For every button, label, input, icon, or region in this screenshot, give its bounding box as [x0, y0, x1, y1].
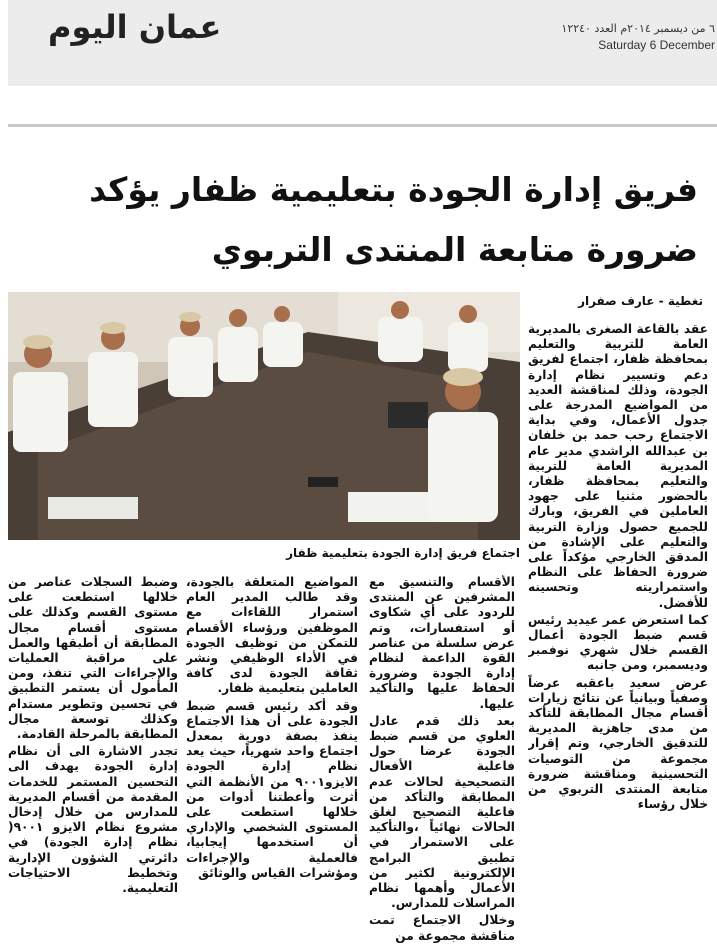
- paragraph: وخلال الاجتماع تمت مناقشة مجموعة من: [369, 913, 515, 943]
- paragraph: كما استعرض عمر عيديد رئيس قسم ضبط الجودة أعمال القسم خلال شهري نوفمبر وديسمبر، ومن جانبه: [528, 612, 708, 673]
- article-headline: فريق إدارة الجودة بتعليمية ظفار يؤكد ضرورة متابعة المنتدى التربوي: [89, 170, 698, 269]
- article-column-2: [369, 575, 515, 947]
- article-column-3: [186, 575, 358, 947]
- paragraph: عرض سعيد باعقبه عرضاً وصفياً وبيانياً عن نتائج زيارات أقسام مجال المطابقة للتأكد من مدى جاهزية المديرية للتدقيق الخارجي، وتم إقرار مجموعة من التوصيات التحسينية ومناقشة ضرورة متابعة المنتدى التربوي من خلال رؤساء: [528, 675, 708, 812]
- section-logo: عمان اليوم: [48, 8, 222, 46]
- paragraph: بعد ذلك قدم عادل العلوي من قسم ضبط الجودة عرضا حول فاعلية الأفعال التصحيحية لحالات عدم المطابقة والتأكد من فاعلية التصحيح لغلق الحالات نهائياً ،والتأكيد على الاستمرار في تطبيق البرامج الإلكترونية لكثير من الأعمال وأهمها نظام المراسلات للمدارس.: [369, 713, 515, 911]
- article-column-1: [528, 322, 708, 947]
- date-arabic: ٦ من ديسمبر ٢٠١٤م العدد ١٢٢٤٠: [561, 22, 715, 35]
- article-column-4: [8, 575, 178, 947]
- masthead: [8, 0, 717, 86]
- paragraph: المواضيع المتعلقة بالجودة، وقد طالب المدير العام استمرار اللقاءات مع الموظفين ورؤساء الأقسام للتمكن من توظيف الجودة في الأداء الوظيفي ونشر ثقافة الجودة لدى كافة العاملين بتعليمية ظفار.: [186, 575, 358, 696]
- paragraph: وقد أكد رئيس قسم ضبط الجودة على أن هذا الاجتماع ينفذ بصفة دورية بمعدل اجتماع واحد شهرياً، حيث يعد نظام إدارة الجودة الايزو٩٠٠١ من الأنظمة التي أثرت وأعطتنا أدوات من خلالها استطعت على المستوى الشخصي والإداري أن استخدمها إيجابيا، فالعملية والإجراءات ومؤشرات القياس والوثائق: [186, 698, 358, 880]
- paragraph: وضبط السجلات عناصر من خلالها استطعت على مستوى القسم وكذلك على مستوى أقسام مجال المطابقة أن أطبقها والعمل على مراقبة العمليات والإجراءات التي تنفذ، ومن المأمول أن يستمر التطبيق في تحسين وتطوير مستدام وكذلك توسعة مجال المطابقة بالمرحلة القادمة.: [8, 575, 178, 742]
- header-divider: [8, 124, 717, 127]
- paragraph: عقد بالقاعة الصغرى بالمديرية العامة للتربية والتعليم بمحافظة ظفار، اجتماع لفريق دعم وتسيير نظام إدارة الجودة، وذلك لمناقشة العديد من المواضيع المدرجة على جدول الأعمال، وفي بداية الاجتماع رحب حمد بن خلفان بن عبدالله الراشدي مدير عام المديرية العامة للتربية والتعليم بمحافظة ظفار، بالحضور مثنيا على جهود العاملين في الفريق، وبارك للجميع حصول وزارة التربية والتعليم على الإشادة من المدقق الخارجي مؤكداً على ضرورة الحفاظ على النظام واستمراريته وتحسينه للأفضل.: [528, 322, 708, 610]
- article-byline: تغطية - عارف صفرار: [578, 294, 703, 308]
- meeting-photo-illustration: [8, 292, 520, 540]
- meeting-photo: [8, 292, 520, 540]
- paragraph: تجدر الاشارة الى أن نظام إدارة الجودة يهدف الى التحسين المستمر للخدمات المقدمة من أقسام المديرية للمدارس من خلال إدخال مشروع نظام الايزو ٩٠٠١( نظام إدارة الجودة) في دائرتي الشؤون الإدارية وتخطيط الاحتياجات التعليمية.: [8, 744, 178, 896]
- photo-caption: اجتماع فريق إدارة الجودة بتعليمية ظفار: [286, 546, 520, 560]
- paragraph: الأقسام والتنسيق مع المشرفين عن المنتدى للردود على أي شكاوى أو استفسارات، وتم عرض سلسلة من عناصر القوة الداعمة لنظام إدارة الجودة وضرورة الحفاظ عليها والتأكيد عليها.: [369, 575, 515, 711]
- date-english: Saturday 6 December: [598, 38, 715, 52]
